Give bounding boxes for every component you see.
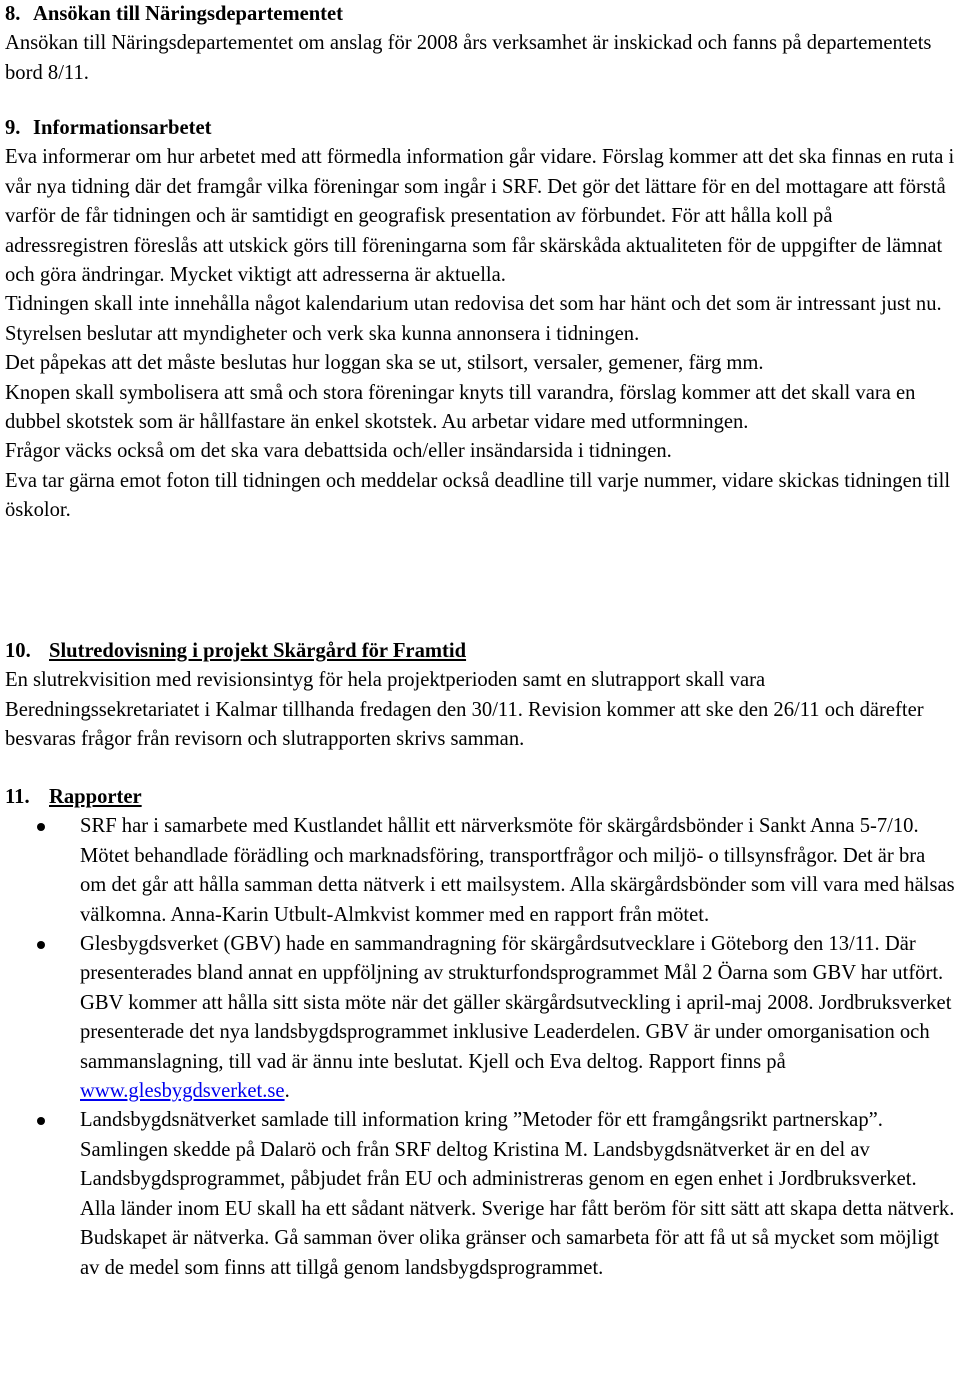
glesbygdsverket-link[interactable]: www.glesbygdsverket.se	[80, 1080, 285, 1103]
section-11-title: Rapporter	[49, 786, 142, 808]
list-item-text: SRF har i samarbete med Kustlandet hållit ett närverksmöte för skärgårdsbönder i Sankt Anna 5-7/10. Mötet behandlade förädling och marknadsföring, transportfrågor och miljö- o tillsynsfrågor. Det är bra om det går att hålla samman detta nätverk i ett mailsystem. Alla skärgårdsbönder som vill vara med hälsas välkomna. Anna-Karin Utbult-Almkvist kommer med en rapport från mötet.	[80, 815, 955, 926]
section-9-paragraph: Frågor väcks också om det ska vara debattsida och/eller insändarsida i tidningen.	[5, 440, 672, 463]
list-item	[5, 812, 956, 930]
bullet-icon	[37, 823, 45, 831]
section-9-paragraph: Eva informerar om hur arbetet med att förmedla information går vidare. Förslag kommer att det ska finnas en ruta i vår nya tidning där det framgår vilka föreningar som ingår i SRF. Det gör det lättare för en del mottagare att förstå varför de får tidningen och är samtidigt en geografisk presentation av förbundet. För att hålla koll på adressregistren föreslås att utskick görs till föreningarna som får skärskåda aktualiteten för de uppgifter de lämnat och göra ändringar. Mycket viktigt att adresserna är aktuella.	[5, 146, 955, 287]
section-10-title: Slutredovisning i projekt Skärgård för Framtid	[49, 640, 467, 662]
section-8-heading	[5, 0, 956, 29]
list-item-text: Glesbygdsverket (GBV) hade en sammandragning för skärgårdsutvecklare i Göteborg den 13/11. Där presenterades bland annat en uppföljning av strukturfondsprogrammet Mål 2 Öarna som GBV har utfört. GBV kommer att hålla sitt sista möte när det gäller skärgårdsutveckling i april-maj 2008. Jordbruksverket presenterade det nya landsbygdsprogrammet inklusive Leaderdelen. GBV är under omorganisation och sammanslagning, till vad är ännu inte beslutat. Kjell och Eva deltog. Rapport finns på	[80, 933, 952, 1073]
list-item	[5, 930, 956, 1106]
section-8-number: 8.	[5, 3, 21, 25]
section-9-paragraph: Tidningen skall inte innehålla något kalendarium utan redovisa det som har hänt och det som är intressant just nu.	[5, 293, 942, 316]
section-10	[5, 637, 956, 755]
section-11-number: 11.	[5, 786, 30, 808]
report-list	[5, 812, 956, 1283]
section-9-paragraph: Eva tar gärna emot foton till tidningen och meddelar också deadline till varje nummer, vidare skickas tidningen till öskolor.	[5, 469, 951, 522]
section-9-heading	[5, 114, 956, 143]
section-11	[5, 783, 956, 1283]
section-10-number: 10.	[5, 640, 31, 662]
section-9-title: Informationsarbetet	[33, 117, 212, 139]
section-9-number: 9.	[5, 117, 21, 139]
bullet-icon	[37, 1117, 45, 1125]
section-9-paragraph: Knopen skall symbolisera att små och stora föreningar knyts till varandra, förslag kommer att det skall vara en dubbel skotstek som är hållfastare än enkel skotstek. Au arbetar vidare med utformningen.	[5, 381, 916, 434]
section-9-paragraph: Styrelsen beslutar att myndigheter och verk ska kunna annonsera i tidningen.	[5, 322, 640, 345]
section-11-heading	[5, 783, 956, 812]
section-8-text: Ansökan till Näringsdepartementet om anslag för 2008 års verksamhet är inskickad och fanns på departementets bord 8/11.	[5, 32, 932, 84]
section-8	[5, 0, 956, 88]
section-9	[5, 114, 956, 526]
section-10-heading	[5, 637, 956, 666]
list-item	[5, 1106, 956, 1282]
list-item-text: Landsbygdsnätverket samlade till information kring ”Metoder för ett framgångsrikt partnerskap”. Samlingen skedde på Dalarö och från SRF deltog Kristina M. Landsbygdsnätverket är en del av Landsbygdsprogrammet, påbjudet från EU och administreras genom en egen enhet i Jordbruksverket. Alla länder inom EU skall ha ett sådant nätverk. Sverige har fått beröm för sitt sätt att skapa detta nätverk. Budskapet är nätverka. Gå samman över olika gränser och samarbeta för att få ut så mycket som möjligt av de medel som finns att tillgå genom landsbygdsprogrammet.	[80, 1109, 955, 1279]
section-9-paragraph: Det påpekas att det måste beslutas hur loggan ska se ut, stilsort, versaler, gemener, färg mm.	[5, 352, 764, 375]
section-10-text: En slutrekvisition med revisionsintyg för hela projektperioden samt en slutrapport skall vara Beredningssekretariatet i Kalmar tillhanda fredagen den 30/11. Revision kommer att ske den 26/11 och därefter besvaras frågor från revisorn och slutrapporten skrivs samman.	[5, 669, 924, 751]
bullet-icon	[37, 941, 45, 949]
section-8-title: Ansökan till Näringsdepartementet	[33, 3, 344, 25]
list-item-text-end: .	[284, 1080, 290, 1103]
